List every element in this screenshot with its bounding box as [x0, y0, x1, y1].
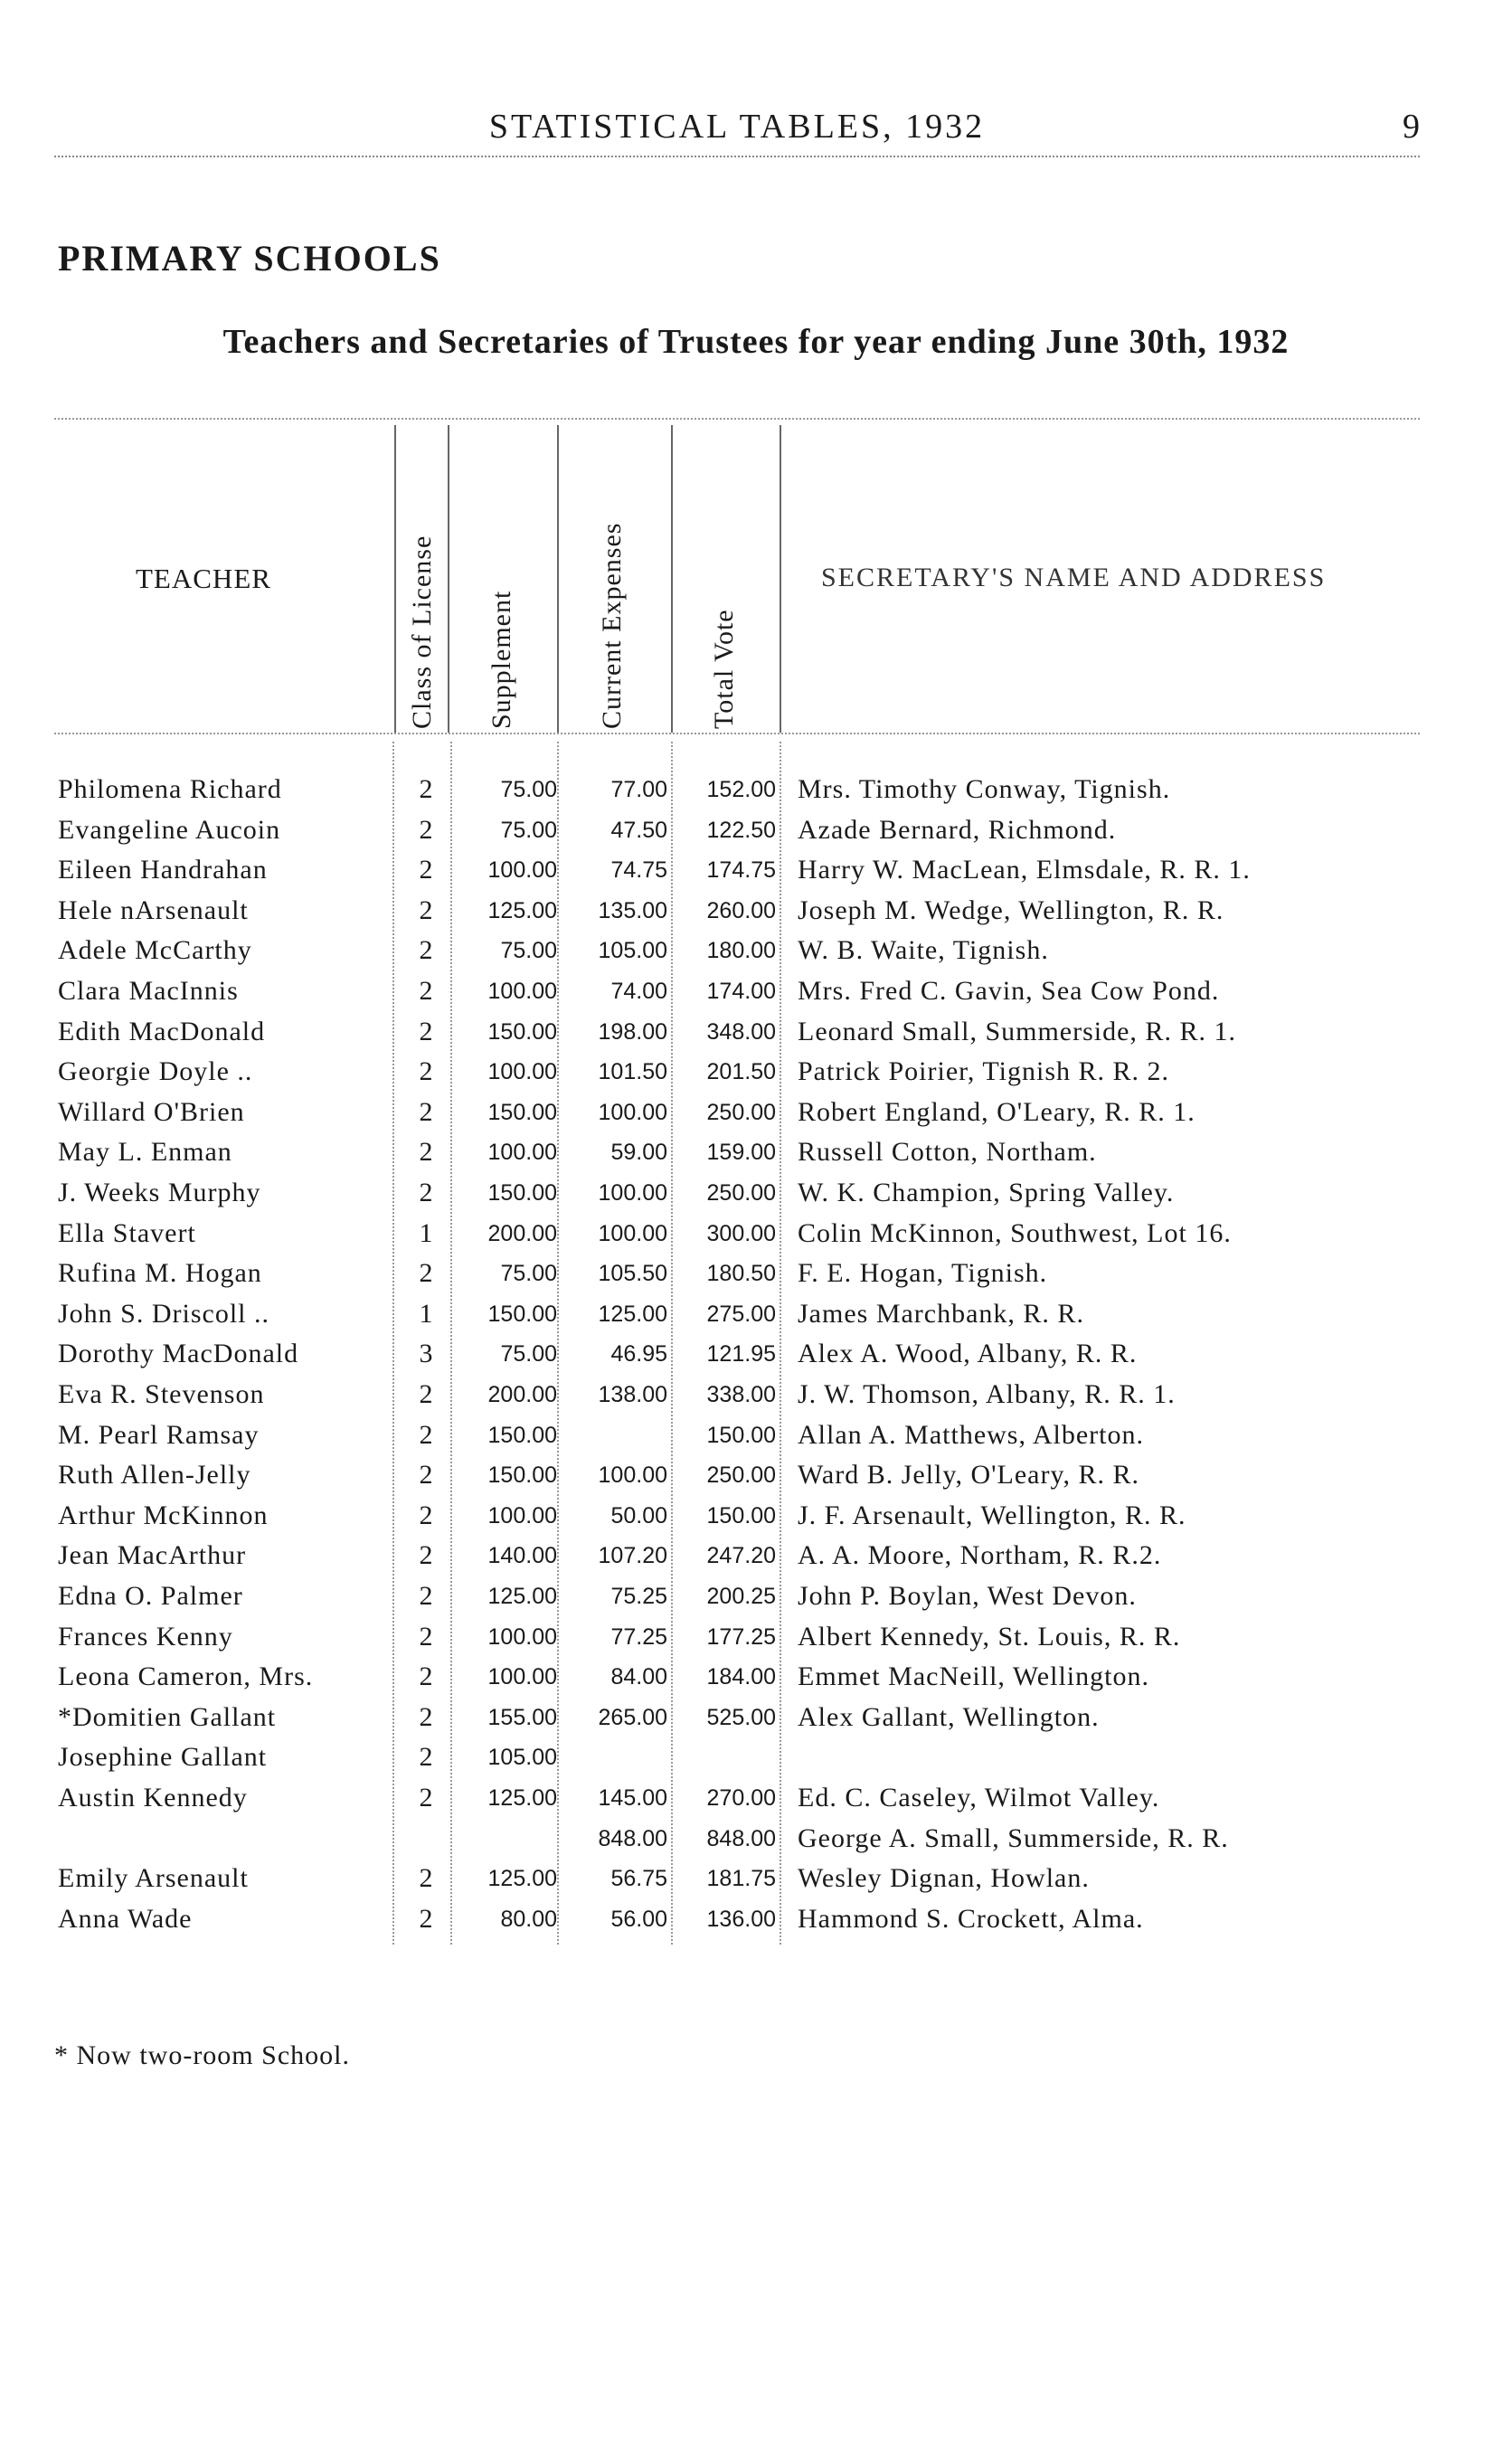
supplement-cell: 100.00: [487, 1502, 557, 1529]
table-row: [0, 774, 1512, 814]
teacher-name: Jean MacArthur: [58, 1540, 247, 1571]
teacher-name: Rufina M. Hogan: [58, 1258, 262, 1289]
footnote: * Now two-room School.: [54, 2040, 350, 2070]
class-of-license-cell: 3: [419, 1339, 433, 1369]
current-expenses-cell: 56.75: [610, 1866, 667, 1892]
table-row: [0, 1339, 1512, 1378]
page-number: 9: [1403, 108, 1420, 146]
teacher-name: Austin Kennedy: [58, 1783, 248, 1813]
secretary-cell: Albert Kennedy, St. Louis, R. R.: [798, 1621, 1181, 1652]
total-vote-cell: 150.00: [706, 1422, 776, 1448]
table-row: [0, 1581, 1512, 1621]
table-row: [0, 1661, 1512, 1701]
current-expenses-cell: 145.00: [598, 1785, 667, 1811]
supplement-cell: 100.00: [487, 857, 557, 884]
teacher-name: Dorothy MacDonald: [58, 1339, 299, 1369]
secretary-cell: W. B. Waite, Tignish.: [798, 935, 1049, 966]
table-row: [0, 1460, 1512, 1500]
secretary-cell: Ward B. Jelly, O'Leary, R. R.: [798, 1460, 1140, 1491]
total-vote-cell: 260.00: [706, 897, 776, 923]
supplement-cell: 100.00: [487, 1059, 557, 1085]
class-of-license-cell: 2: [419, 1016, 433, 1046]
total-vote-cell: 525.00: [706, 1704, 776, 1730]
secretary-cell: Wesley Dignan, Howlan.: [798, 1863, 1090, 1894]
class-of-license-cell: 2: [419, 1903, 433, 1934]
supplement-cell: 200.00: [487, 1220, 557, 1246]
teacher-name: Ruth Allen-Jelly: [58, 1460, 251, 1491]
total-vote-cell: 338.00: [706, 1382, 776, 1407]
table-row: [0, 1823, 1512, 1863]
supplement-cell: 150.00: [487, 1180, 557, 1206]
column-divider: [394, 425, 396, 733]
table-row: [0, 1299, 1512, 1339]
supplement-cell: 150.00: [487, 1099, 557, 1125]
teacher-name: John S. Driscoll ..: [58, 1298, 270, 1329]
supplement-cell: 140.00: [487, 1543, 557, 1569]
secretary-cell: J. W. Thomson, Albany, R. R. 1.: [798, 1379, 1176, 1409]
teacher-name: Frances Kenny: [58, 1621, 233, 1652]
running-title: STATISTICAL TABLES, 1932: [488, 108, 986, 146]
table-row: [0, 855, 1512, 894]
supplement-cell: 100.00: [487, 1623, 557, 1650]
supplement-cell: 150.00: [487, 1462, 557, 1489]
total-vote-cell: 150.00: [706, 1502, 776, 1529]
teacher-name: Eileen Handrahan: [58, 855, 268, 885]
supplement-cell: 150.00: [487, 1018, 557, 1045]
teacher-name: Edna O. Palmer: [58, 1581, 243, 1611]
class-of-license-cell: 2: [419, 935, 433, 966]
table-row: [0, 1137, 1512, 1177]
secretary-cell: Harry W. MacLean, Elmsdale, R. R. 1.: [798, 855, 1251, 885]
class-of-license-cell: 2: [419, 976, 433, 1006]
total-vote-cell: 201.50: [706, 1059, 776, 1085]
secretary-cell: Azade Bernard, Richmond.: [798, 814, 1117, 845]
secretary-cell: Colin McKinnon, Southwest, Lot 16.: [798, 1217, 1232, 1248]
supplement-cell: 100.00: [487, 1664, 557, 1690]
column-divider: [671, 425, 673, 733]
supplement-cell: 80.00: [500, 1906, 557, 1932]
teacher-name: *Domitien Gallant: [58, 1701, 277, 1732]
total-vote-cell: 174.00: [706, 979, 776, 1004]
total-vote-cell: 174.75: [706, 857, 776, 884]
supplement-cell: 125.00: [487, 897, 557, 923]
table-row: [0, 1904, 1512, 1944]
table-row: [0, 1379, 1512, 1419]
table-row: [0, 1258, 1512, 1298]
table-row: [0, 1863, 1512, 1903]
class-of-license-cell: 2: [419, 1137, 433, 1168]
table-row: [0, 1420, 1512, 1460]
supplement-cell: 100.00: [487, 979, 557, 1004]
secretary-cell: George A. Small, Summerside, R. R.: [798, 1822, 1229, 1853]
current-expenses-cell: 100.00: [598, 1099, 667, 1125]
class-of-license-cell: 2: [419, 1581, 433, 1611]
total-vote-cell: 247.20: [706, 1543, 776, 1569]
total-vote-cell: 159.00: [706, 1140, 776, 1166]
table-row: [0, 1783, 1512, 1822]
total-vote-cell: 250.00: [706, 1180, 776, 1206]
teacher-name: May L. Enman: [58, 1137, 232, 1168]
secretary-cell: Alex A. Wood, Albany, R. R.: [798, 1339, 1138, 1369]
teacher-name: Arthur McKinnon: [58, 1500, 269, 1530]
secretary-cell: W. K. Champion, Spring Valley.: [798, 1178, 1175, 1207]
current-expenses-cell: 848.00: [598, 1825, 667, 1851]
teacher-name: Josephine Gallant: [58, 1742, 268, 1773]
subtitle: Teachers and Secretaries of Trustees for year ending June 30th, 1932: [222, 323, 1290, 361]
secretary-cell: James Marchbank, R. R.: [798, 1298, 1084, 1329]
secretary-cell: Patrick Poirier, Tignish R. R. 2.: [798, 1056, 1170, 1087]
teacher-name: Clara MacInnis: [58, 976, 239, 1006]
class-of-license-cell: 2: [419, 1621, 433, 1652]
supplement-cell: 75.00: [500, 938, 557, 964]
table-row: [0, 1097, 1512, 1137]
secretary-cell: Mrs. Fred C. Gavin, Sea Cow Pond.: [798, 976, 1220, 1006]
secretary-cell: F. E. Hogan, Tignish.: [798, 1258, 1048, 1289]
teacher-name: Ella Stavert: [58, 1217, 196, 1248]
current-expenses-cell: 101.50: [598, 1059, 667, 1085]
column-divider: [780, 425, 781, 733]
class-of-license-cell: 1: [419, 1217, 433, 1248]
class-of-license-cell: 2: [419, 855, 433, 885]
supplement-cell: 105.00: [487, 1745, 557, 1771]
secretary-cell: John P. Boylan, West Devon.: [798, 1581, 1137, 1611]
class-of-license-cell: 2: [419, 1742, 433, 1773]
total-vote-cell: 300.00: [706, 1220, 776, 1246]
column-header-supplement: Supplement: [487, 590, 516, 729]
secretary-cell: J. F. Arsenault, Wellington, R. R.: [798, 1500, 1186, 1530]
class-of-license-cell: 2: [419, 1661, 433, 1692]
current-expenses-cell: 77.00: [610, 777, 667, 802]
table-row: [0, 1622, 1512, 1661]
teacher-name: Anna Wade: [58, 1903, 193, 1934]
column-header-secretary: SECRETARY'S NAME AND ADDRESS: [821, 563, 1327, 592]
secretary-cell: Russell Cotton, Northam.: [798, 1137, 1097, 1168]
total-vote-cell: 122.50: [706, 817, 776, 843]
column-header-teacher: TEACHER: [136, 563, 271, 594]
total-vote-cell: 184.00: [706, 1664, 776, 1690]
teacher-name: Emily Arsenault: [58, 1863, 249, 1894]
total-vote-cell: 136.00: [706, 1906, 776, 1932]
column-divider: [557, 425, 559, 733]
current-expenses-cell: 125.00: [598, 1301, 667, 1327]
current-expenses-cell: 75.25: [610, 1584, 667, 1609]
supplement-cell: 75.00: [500, 1341, 557, 1368]
teacher-name: Hele nArsenault: [58, 894, 249, 925]
class-of-license-cell: 2: [419, 1460, 433, 1491]
class-of-license-cell: 1: [419, 1298, 433, 1329]
supplement-cell: 75.00: [500, 777, 557, 802]
class-of-license-cell: 2: [419, 1701, 433, 1732]
total-vote-cell: 121.95: [706, 1341, 776, 1368]
running-head: [54, 107, 1420, 152]
class-of-license-cell: 2: [419, 1419, 433, 1450]
teacher-name: Willard O'Brien: [58, 1096, 245, 1127]
total-vote-cell: 270.00: [706, 1785, 776, 1811]
column-header-total-vote: Total Vote: [709, 609, 739, 729]
secretary-cell: Hammond S. Crockett, Alma.: [798, 1903, 1144, 1934]
supplement-cell: 125.00: [487, 1866, 557, 1892]
class-of-license-cell: 2: [419, 1540, 433, 1571]
current-expenses-cell: 135.00: [598, 897, 667, 923]
teacher-name: Edith MacDonald: [58, 1016, 266, 1046]
secretary-cell: A. A. Moore, Northam, R. R.2.: [798, 1540, 1162, 1571]
total-vote-cell: 181.75: [706, 1866, 776, 1892]
secretary-cell: Robert England, O'Leary, R. R. 1.: [798, 1096, 1195, 1127]
secretary-cell: Ed. C. Caseley, Wilmot Valley.: [798, 1783, 1160, 1813]
current-expenses-cell: 47.50: [610, 817, 667, 843]
supplement-cell: 100.00: [487, 1140, 557, 1166]
current-expenses-cell: 46.95: [610, 1341, 667, 1368]
table-row: [0, 1218, 1512, 1258]
supplement-cell: 125.00: [487, 1584, 557, 1609]
supplement-cell: 150.00: [487, 1301, 557, 1327]
class-of-license-cell: 2: [419, 1863, 433, 1894]
total-vote-cell: 152.00: [706, 777, 776, 802]
supplement-cell: 200.00: [487, 1382, 557, 1407]
supplement-cell: 155.00: [487, 1704, 557, 1730]
section-title: PRIMARY SCHOOLS: [58, 238, 441, 279]
table-row: [0, 895, 1512, 935]
table-row: [0, 1742, 1512, 1782]
supplement-cell: 75.00: [500, 817, 557, 843]
table-row: [0, 976, 1512, 1016]
total-vote-cell: 348.00: [706, 1018, 776, 1045]
current-expenses-cell: 265.00: [598, 1704, 667, 1730]
current-expenses-cell: 100.00: [598, 1220, 667, 1246]
table-row: [0, 1056, 1512, 1096]
current-expenses-cell: 100.00: [598, 1462, 667, 1489]
current-expenses-cell: 105.50: [598, 1261, 667, 1287]
current-expenses-cell: 107.20: [598, 1543, 667, 1569]
table-head-rule: [54, 733, 1420, 734]
current-expenses-cell: 198.00: [598, 1018, 667, 1045]
table-row: [0, 935, 1512, 975]
class-of-license-cell: 2: [419, 1178, 433, 1207]
current-expenses-cell: 100.00: [598, 1180, 667, 1206]
teacher-name: Eva R. Stevenson: [58, 1379, 265, 1409]
teacher-name: J. Weeks Murphy: [58, 1178, 261, 1207]
table-row: [0, 1017, 1512, 1056]
supplement-cell: 75.00: [500, 1261, 557, 1287]
secretary-cell: Alex Gallant, Wellington.: [798, 1701, 1100, 1732]
secretary-cell: Joseph M. Wedge, Wellington, R. R.: [798, 894, 1224, 925]
column-header-class-of-license: Class of License: [407, 535, 437, 729]
total-vote-cell: 177.25: [706, 1623, 776, 1650]
current-expenses-cell: 59.00: [610, 1140, 667, 1166]
current-expenses-cell: 138.00: [598, 1382, 667, 1407]
secretary-cell: Mrs. Timothy Conway, Tignish.: [798, 774, 1171, 804]
teacher-name: Georgie Doyle ..: [58, 1056, 253, 1087]
teacher-name: Adele McCarthy: [58, 935, 252, 966]
table-row: [0, 815, 1512, 855]
column-divider: [448, 425, 449, 733]
secretary-cell: Leonard Small, Summerside, R. R. 1.: [798, 1016, 1236, 1046]
class-of-license-cell: 2: [419, 1783, 433, 1813]
teacher-name: Philomena Richard: [58, 774, 282, 804]
current-expenses-cell: 56.00: [610, 1906, 667, 1932]
class-of-license-cell: 2: [419, 1500, 433, 1530]
secretary-cell: Allan A. Matthews, Alberton.: [798, 1419, 1144, 1450]
class-of-license-cell: 2: [419, 1056, 433, 1087]
class-of-license-cell: 2: [419, 814, 433, 845]
table-row: [0, 1702, 1512, 1742]
class-of-license-cell: 2: [419, 894, 433, 925]
total-vote-cell: 180.50: [706, 1261, 776, 1287]
supplement-cell: 125.00: [487, 1785, 557, 1811]
total-vote-cell: 200.25: [706, 1584, 776, 1609]
table-row: [0, 1540, 1512, 1580]
class-of-license-cell: 2: [419, 1379, 433, 1409]
supplement-cell: 150.00: [487, 1422, 557, 1448]
current-expenses-cell: 74.75: [610, 857, 667, 884]
teacher-name: Leona Cameron, Mrs.: [58, 1661, 314, 1692]
total-vote-cell: 250.00: [706, 1099, 776, 1125]
column-header-current-expenses: Current Expenses: [597, 522, 627, 729]
class-of-license-cell: 2: [419, 1096, 433, 1127]
current-expenses-cell: 77.25: [610, 1623, 667, 1650]
secretary-cell: Emmet MacNeill, Wellington.: [798, 1661, 1149, 1692]
current-expenses-cell: 74.00: [610, 979, 667, 1004]
total-vote-cell: 848.00: [706, 1825, 776, 1851]
current-expenses-cell: 84.00: [610, 1664, 667, 1690]
header-rule: [54, 156, 1420, 157]
total-vote-cell: 180.00: [706, 938, 776, 964]
teacher-name: Evangeline Aucoin: [58, 814, 281, 845]
current-expenses-cell: 50.00: [610, 1502, 667, 1529]
table-row: [0, 1178, 1512, 1217]
total-vote-cell: 250.00: [706, 1462, 776, 1489]
teacher-name: M. Pearl Ramsay: [58, 1419, 260, 1450]
table-top-rule: [54, 418, 1420, 420]
table-row: [0, 1500, 1512, 1540]
class-of-license-cell: 2: [419, 774, 433, 804]
current-expenses-cell: 105.00: [598, 938, 667, 964]
total-vote-cell: 275.00: [706, 1301, 776, 1327]
class-of-license-cell: 2: [419, 1258, 433, 1289]
